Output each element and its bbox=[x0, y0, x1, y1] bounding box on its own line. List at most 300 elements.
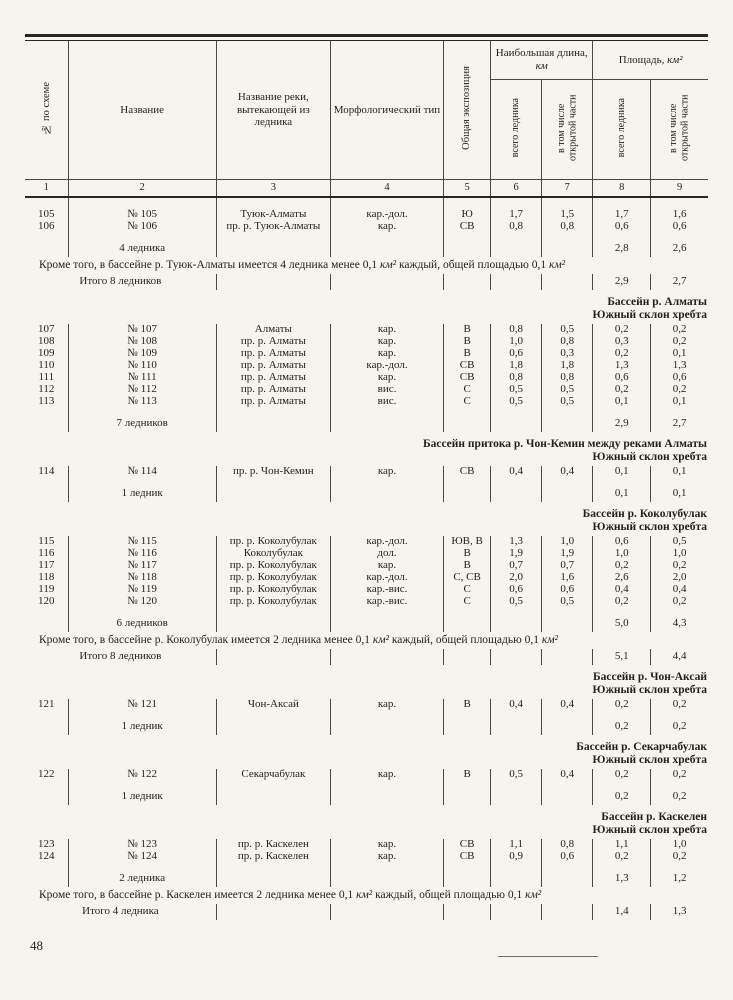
basin-title: Бассейн р. Алматы bbox=[607, 295, 707, 308]
total-label: Итого 8 ледников bbox=[79, 649, 162, 662]
cell-length-total: 0,8 bbox=[491, 324, 542, 336]
spacer-cell bbox=[651, 711, 708, 719]
cell-length-total: 0,8 bbox=[491, 372, 542, 384]
spacer-cell bbox=[330, 711, 443, 719]
cell-length-total: 1,9 bbox=[491, 548, 542, 560]
cell-length-total: 0,6 bbox=[491, 348, 542, 360]
cell-exposure: ЮВ, В bbox=[444, 536, 491, 548]
cell-area-total: 0,6 bbox=[593, 372, 651, 384]
cell-name: № 116 bbox=[68, 548, 216, 560]
subcol-length-total bbox=[491, 79, 542, 180]
cell-length-total: 1,3 bbox=[491, 536, 542, 548]
cell-river: пр. р. Алматы bbox=[216, 372, 330, 384]
cell-blank bbox=[25, 789, 68, 805]
cell-river: пр. р. Алматы bbox=[216, 360, 330, 372]
cell-exposure: Ю bbox=[444, 209, 491, 221]
cell-blank bbox=[216, 719, 330, 735]
cell-length-open: 0,3 bbox=[542, 348, 593, 360]
cell-area-open: 0,1 bbox=[651, 466, 708, 478]
table-row bbox=[25, 572, 708, 584]
summary-area-open: 4,3 bbox=[651, 616, 708, 632]
cell-scheme-no: 122 bbox=[38, 768, 55, 780]
spacer-cell bbox=[216, 608, 330, 616]
spacer-cell bbox=[444, 608, 491, 616]
cell-morph-type: кар. bbox=[330, 348, 443, 360]
cell-exposure: В bbox=[444, 548, 491, 560]
table-row bbox=[25, 596, 708, 608]
spacer-row bbox=[25, 608, 708, 616]
spacer-cell bbox=[444, 408, 491, 416]
col-header-scheme-no bbox=[25, 41, 68, 180]
cell-area-open: 0,2 bbox=[651, 769, 708, 781]
note-text: Кроме того, в бассейне р. Туюк-Алматы имеется 4 ледника менее 0,1 км² каждый, общей площадью 0,1 км² bbox=[39, 258, 566, 271]
section-heading-row bbox=[25, 502, 708, 536]
cell-scheme-no: 118 bbox=[38, 571, 55, 583]
spacer-cell bbox=[25, 408, 68, 416]
cell-blank bbox=[444, 649, 491, 665]
cell-area-open: 2,0 bbox=[651, 572, 708, 584]
total-area-open: 1,3 bbox=[651, 904, 708, 920]
cell-morph-type: кар.-вис. bbox=[330, 596, 443, 608]
subcol-area-total-label: всего ледника bbox=[616, 97, 628, 158]
summary-area-total: 2,8 bbox=[593, 241, 651, 257]
cell-morph-type: кар. bbox=[330, 466, 443, 478]
spacer-cell bbox=[330, 608, 443, 616]
cell-exposure: В bbox=[444, 348, 491, 360]
cell-length-total: 0,5 bbox=[491, 384, 542, 396]
total-label: Итого 4 ледника bbox=[82, 904, 159, 917]
cell-area-open: 0,2 bbox=[651, 596, 708, 608]
cell-name: № 107 bbox=[68, 324, 216, 336]
cell-area-total: 1,1 bbox=[593, 839, 651, 851]
cell-blank bbox=[491, 649, 542, 665]
col-header-exposure bbox=[444, 41, 491, 180]
spacer-cell bbox=[491, 478, 542, 486]
cell-length-open: 0,8 bbox=[542, 839, 593, 851]
cell-area-open: 0,6 bbox=[651, 372, 708, 384]
spacer-cell bbox=[593, 863, 651, 871]
cell-river: пр. р. Алматы bbox=[216, 348, 330, 360]
spacer-cell bbox=[593, 711, 651, 719]
spacer-cell bbox=[444, 863, 491, 871]
summary-row bbox=[25, 486, 708, 502]
cell-blank bbox=[216, 616, 330, 632]
spacer-cell bbox=[330, 197, 443, 209]
cell-blank bbox=[444, 871, 491, 887]
cell-morph-type: кар. bbox=[330, 324, 443, 336]
spacer-cell bbox=[216, 711, 330, 719]
col-header-name: Название bbox=[68, 41, 216, 180]
cell-area-open: 0,2 bbox=[651, 560, 708, 572]
section-heading-row bbox=[25, 805, 708, 839]
spacer-row bbox=[25, 781, 708, 789]
table-row bbox=[25, 584, 708, 596]
spacer-cell bbox=[444, 711, 491, 719]
cell-morph-type: кар.-дол. bbox=[330, 536, 443, 548]
col-number-7: 7 bbox=[542, 180, 593, 197]
summary-area-total: 2,9 bbox=[593, 416, 651, 432]
spacer-row bbox=[25, 233, 708, 241]
summary-label: 2 ледника bbox=[68, 871, 216, 887]
spacer-row bbox=[25, 478, 708, 486]
spacer-cell bbox=[216, 478, 330, 486]
summary-row bbox=[25, 616, 708, 632]
basin-title: Бассейн р. Каскелен bbox=[601, 810, 707, 823]
spacer-cell bbox=[542, 781, 593, 789]
cell-exposure: С bbox=[444, 396, 491, 408]
note-row bbox=[25, 887, 708, 904]
cell-name: № 109 bbox=[68, 348, 216, 360]
section-heading bbox=[25, 502, 708, 536]
cell-morph-type: кар.-дол. bbox=[330, 209, 443, 221]
cell-blank bbox=[542, 274, 593, 290]
section-heading-row bbox=[25, 290, 708, 324]
cell-area-total: 0,1 bbox=[593, 466, 651, 478]
basin-title: Бассейн р. Коколубулак bbox=[582, 507, 707, 520]
cell-scheme-no: 108 bbox=[38, 335, 55, 347]
total-row bbox=[25, 649, 708, 665]
cell-exposure: СВ bbox=[444, 221, 491, 233]
cell-morph-type: кар.-дол. bbox=[330, 360, 443, 372]
cell-scheme-no: 115 bbox=[38, 535, 55, 547]
cell-name: № 111 bbox=[68, 372, 216, 384]
summary-area-open: 1,2 bbox=[651, 871, 708, 887]
spacer-cell bbox=[593, 478, 651, 486]
spacer-cell bbox=[216, 863, 330, 871]
cell-area-total: 1,7 bbox=[593, 209, 651, 221]
cell-morph-type: кар. bbox=[330, 769, 443, 781]
cell-blank bbox=[444, 274, 491, 290]
cell-river: Коколубулак bbox=[216, 548, 330, 560]
cell-scheme-no: 124 bbox=[38, 850, 55, 862]
cell-length-open: 0,8 bbox=[542, 221, 593, 233]
cell-length-total: 1,8 bbox=[491, 360, 542, 372]
table-row bbox=[25, 396, 708, 408]
cell-length-total: 1,1 bbox=[491, 839, 542, 851]
cell-blank bbox=[542, 241, 593, 257]
cell-length-open: 0,4 bbox=[542, 699, 593, 711]
cell-morph-type: кар. bbox=[330, 699, 443, 711]
cell-exposure: СВ bbox=[444, 851, 491, 863]
spacer-cell bbox=[491, 408, 542, 416]
spacer-row bbox=[25, 863, 708, 871]
table-row bbox=[25, 221, 708, 233]
cell-morph-type: кар.-дол. bbox=[330, 572, 443, 584]
cell-river: пр. р. Чон-Кемин bbox=[216, 466, 330, 478]
cell-morph-type: кар. bbox=[330, 372, 443, 384]
cell-exposure: В bbox=[444, 699, 491, 711]
cell-blank bbox=[542, 416, 593, 432]
cell-exposure: В bbox=[444, 769, 491, 781]
cell-length-open: 0,5 bbox=[542, 596, 593, 608]
cell-length-total: 2,0 bbox=[491, 572, 542, 584]
cell-area-open: 0,2 bbox=[651, 851, 708, 863]
cell-area-total: 0,2 bbox=[593, 851, 651, 863]
top-double-rule bbox=[25, 34, 708, 41]
summary-area-open: 2,6 bbox=[651, 241, 708, 257]
subcol-length-open bbox=[542, 79, 593, 180]
cell-scheme-no: 107 bbox=[38, 323, 55, 335]
cell-length-total: 0,5 bbox=[491, 769, 542, 781]
slope-subtitle: Южный склон хребта bbox=[592, 450, 707, 463]
cell-blank bbox=[216, 871, 330, 887]
cell-blank bbox=[491, 241, 542, 257]
cell-blank bbox=[330, 871, 443, 887]
cell-area-total: 0,3 bbox=[593, 336, 651, 348]
cell-area-total: 1,3 bbox=[593, 360, 651, 372]
cell-blank bbox=[330, 486, 443, 502]
cell-length-total: 0,5 bbox=[491, 396, 542, 408]
exposure-label: Общая экспозиция bbox=[461, 66, 473, 151]
cell-blank bbox=[216, 274, 330, 290]
cell-blank bbox=[216, 649, 330, 665]
spacer-cell bbox=[542, 478, 593, 486]
cell-area-open: 0,2 bbox=[651, 699, 708, 711]
cell-name: № 119 bbox=[68, 584, 216, 596]
cell-name: № 124 bbox=[68, 851, 216, 863]
cell-length-open: 1,9 bbox=[542, 548, 593, 560]
cell-name: № 123 bbox=[68, 839, 216, 851]
total-row bbox=[25, 904, 708, 920]
spacer-cell bbox=[25, 608, 68, 616]
section-heading bbox=[25, 805, 708, 839]
summary-label: 6 ледников bbox=[68, 616, 216, 632]
subcol-area-open-label: в том числе открытой части bbox=[668, 94, 691, 161]
cell-blank bbox=[491, 616, 542, 632]
cell-blank bbox=[542, 904, 593, 920]
total-row bbox=[25, 274, 708, 290]
area-group-unit: км² bbox=[667, 53, 683, 66]
cell-name: № 121 bbox=[68, 699, 216, 711]
cell-exposure: С bbox=[444, 384, 491, 396]
km2-unit: км² bbox=[541, 633, 558, 646]
summary-area-total: 5,0 bbox=[593, 616, 651, 632]
cell-blank bbox=[330, 789, 443, 805]
cell-blank bbox=[25, 241, 68, 257]
cell-scheme-no: 106 bbox=[38, 220, 55, 232]
spacer-cell bbox=[491, 197, 542, 209]
cell-name: № 113 bbox=[68, 396, 216, 408]
spacer-cell bbox=[593, 408, 651, 416]
section-heading bbox=[25, 432, 708, 466]
cell-area-open: 1,0 bbox=[651, 839, 708, 851]
cell-area-open: 0,2 bbox=[651, 324, 708, 336]
spacer-cell bbox=[68, 478, 216, 486]
cell-name: № 105 bbox=[68, 209, 216, 221]
col-number-5: 5 bbox=[444, 180, 491, 197]
cell-blank bbox=[542, 616, 593, 632]
spacer-cell bbox=[651, 781, 708, 789]
spacer-row bbox=[25, 197, 708, 209]
spacer-cell bbox=[542, 711, 593, 719]
rule-fragment bbox=[498, 956, 598, 957]
spacer-cell bbox=[216, 197, 330, 209]
cell-blank bbox=[216, 416, 330, 432]
spacer-cell bbox=[444, 478, 491, 486]
cell-blank bbox=[491, 416, 542, 432]
cell-length-open: 0,8 bbox=[542, 336, 593, 348]
cell-area-open: 1,3 bbox=[651, 360, 708, 372]
cell-area-open: 0,1 bbox=[651, 396, 708, 408]
cell-name: № 115 bbox=[68, 536, 216, 548]
cell-length-open: 0,5 bbox=[542, 396, 593, 408]
spacer-cell bbox=[593, 781, 651, 789]
table-row bbox=[25, 348, 708, 360]
cell-blank bbox=[444, 904, 491, 920]
cell-name: № 120 bbox=[68, 596, 216, 608]
spacer-cell bbox=[68, 197, 216, 209]
summary-row bbox=[25, 416, 708, 432]
cell-river: пр. р. Коколубулак bbox=[216, 536, 330, 548]
spacer-cell bbox=[542, 197, 593, 209]
summary-label: 1 ледник bbox=[68, 789, 216, 805]
cell-blank bbox=[330, 241, 443, 257]
cell-length-open: 0,8 bbox=[542, 372, 593, 384]
summary-row bbox=[25, 789, 708, 805]
cell-morph-type: кар. bbox=[330, 221, 443, 233]
cell-exposure: С bbox=[444, 596, 491, 608]
spacer-cell bbox=[330, 781, 443, 789]
cell-river: пр. р. Алматы bbox=[216, 336, 330, 348]
cell-exposure: С bbox=[444, 584, 491, 596]
cell-scheme-no: 121 bbox=[38, 698, 55, 710]
cell-blank bbox=[542, 871, 593, 887]
page-number: 48 bbox=[30, 938, 43, 953]
summary-row bbox=[25, 871, 708, 887]
spacer-cell bbox=[651, 408, 708, 416]
cell-exposure: В bbox=[444, 324, 491, 336]
length-group-unit: км bbox=[535, 59, 548, 72]
cell-blank bbox=[216, 241, 330, 257]
subcol-length-total-label: всего ледника bbox=[510, 97, 522, 158]
spacer-cell bbox=[491, 608, 542, 616]
cell-length-total: 0,9 bbox=[491, 851, 542, 863]
table-row bbox=[25, 209, 708, 221]
cell-blank bbox=[491, 719, 542, 735]
subcol-area-total bbox=[593, 79, 651, 180]
cell-length-total: 1,0 bbox=[491, 336, 542, 348]
km2-unit: км² bbox=[379, 258, 397, 271]
slope-subtitle: Южный склон хребта bbox=[592, 823, 707, 836]
cell-area-open: 0,6 bbox=[651, 221, 708, 233]
spacer-cell bbox=[68, 781, 216, 789]
cell-area-total: 1,0 bbox=[593, 548, 651, 560]
section-heading-row bbox=[25, 735, 708, 769]
cell-length-total: 0,7 bbox=[491, 560, 542, 572]
spacer-cell bbox=[651, 233, 708, 241]
cell-river: пр. р. Коколубулак bbox=[216, 560, 330, 572]
spacer-cell bbox=[491, 781, 542, 789]
cell-morph-type: вис. bbox=[330, 396, 443, 408]
cell-length-open: 0,4 bbox=[542, 466, 593, 478]
cell-name: № 108 bbox=[68, 336, 216, 348]
col-number-8: 8 bbox=[593, 180, 651, 197]
cell-length-total: 0,8 bbox=[491, 221, 542, 233]
cell-scheme-no: 113 bbox=[38, 395, 55, 407]
spacer-row bbox=[25, 408, 708, 416]
cell-scheme-no: 114 bbox=[38, 465, 55, 477]
total-area-open: 2,7 bbox=[651, 274, 708, 290]
table-row bbox=[25, 360, 708, 372]
cell-name: № 106 bbox=[68, 221, 216, 233]
spacer-cell bbox=[25, 781, 68, 789]
table-row bbox=[25, 839, 708, 851]
cell-name: № 110 bbox=[68, 360, 216, 372]
cell-blank bbox=[216, 486, 330, 502]
cell-exposure: В bbox=[444, 560, 491, 572]
col-number-3: 3 bbox=[216, 180, 330, 197]
cell-area-open: 1,6 bbox=[651, 209, 708, 221]
cell-blank bbox=[444, 719, 491, 735]
summary-area-total: 0,1 bbox=[593, 486, 651, 502]
cell-area-total: 0,2 bbox=[593, 384, 651, 396]
spacer-cell bbox=[491, 863, 542, 871]
area-group-header bbox=[593, 41, 708, 79]
cell-blank bbox=[330, 649, 443, 665]
spacer-cell bbox=[651, 863, 708, 871]
spacer-cell bbox=[68, 863, 216, 871]
spacer-cell bbox=[25, 197, 68, 209]
table-row bbox=[25, 851, 708, 863]
spacer-cell bbox=[68, 233, 216, 241]
cell-exposure: С, СВ bbox=[444, 572, 491, 584]
cell-river: пр. р. Коколубулак bbox=[216, 584, 330, 596]
spacer-cell bbox=[216, 233, 330, 241]
table-row bbox=[25, 548, 708, 560]
cell-area-open: 0,4 bbox=[651, 584, 708, 596]
cell-scheme-no: 123 bbox=[38, 838, 55, 850]
section-heading bbox=[25, 735, 708, 769]
km2-unit: км² bbox=[356, 888, 373, 901]
total-area-total: 5,1 bbox=[593, 649, 651, 665]
cell-morph-type: кар.-вис. bbox=[330, 584, 443, 596]
cell-scheme-no: 105 bbox=[38, 208, 55, 220]
spacer-cell bbox=[25, 711, 68, 719]
summary-area-open: 0,2 bbox=[651, 789, 708, 805]
basin-title: Бассейн р. Секарчабулак bbox=[576, 740, 707, 753]
cell-name: № 122 bbox=[68, 769, 216, 781]
note-row bbox=[25, 257, 708, 274]
cell-area-total: 0,6 bbox=[593, 221, 651, 233]
subcol-area-open bbox=[651, 79, 708, 180]
note-row bbox=[25, 632, 708, 649]
cell-blank bbox=[444, 241, 491, 257]
cell-blank bbox=[491, 789, 542, 805]
cell-blank bbox=[216, 789, 330, 805]
cell-morph-type: вис. bbox=[330, 384, 443, 396]
cell-morph-type: кар. bbox=[330, 851, 443, 863]
cell-area-open: 0,5 bbox=[651, 536, 708, 548]
cell-area-open: 0,1 bbox=[651, 348, 708, 360]
cell-blank bbox=[542, 789, 593, 805]
cell-blank bbox=[25, 416, 68, 432]
cell-river: Секарчабулак bbox=[216, 769, 330, 781]
cell-length-open: 0,4 bbox=[542, 769, 593, 781]
cell-blank bbox=[491, 904, 542, 920]
summary-label: 1 ледник bbox=[68, 719, 216, 735]
spacer-cell bbox=[216, 408, 330, 416]
section-heading bbox=[25, 290, 708, 324]
table-body bbox=[25, 197, 708, 920]
cell-blank bbox=[25, 616, 68, 632]
cell-length-total: 0,5 bbox=[491, 596, 542, 608]
cell-exposure: СВ bbox=[444, 839, 491, 851]
spacer-cell bbox=[25, 863, 68, 871]
spacer-cell bbox=[542, 608, 593, 616]
slope-subtitle: Южный склон хребта bbox=[592, 520, 707, 533]
summary-area-open: 0,2 bbox=[651, 719, 708, 735]
cell-name: № 118 bbox=[68, 572, 216, 584]
